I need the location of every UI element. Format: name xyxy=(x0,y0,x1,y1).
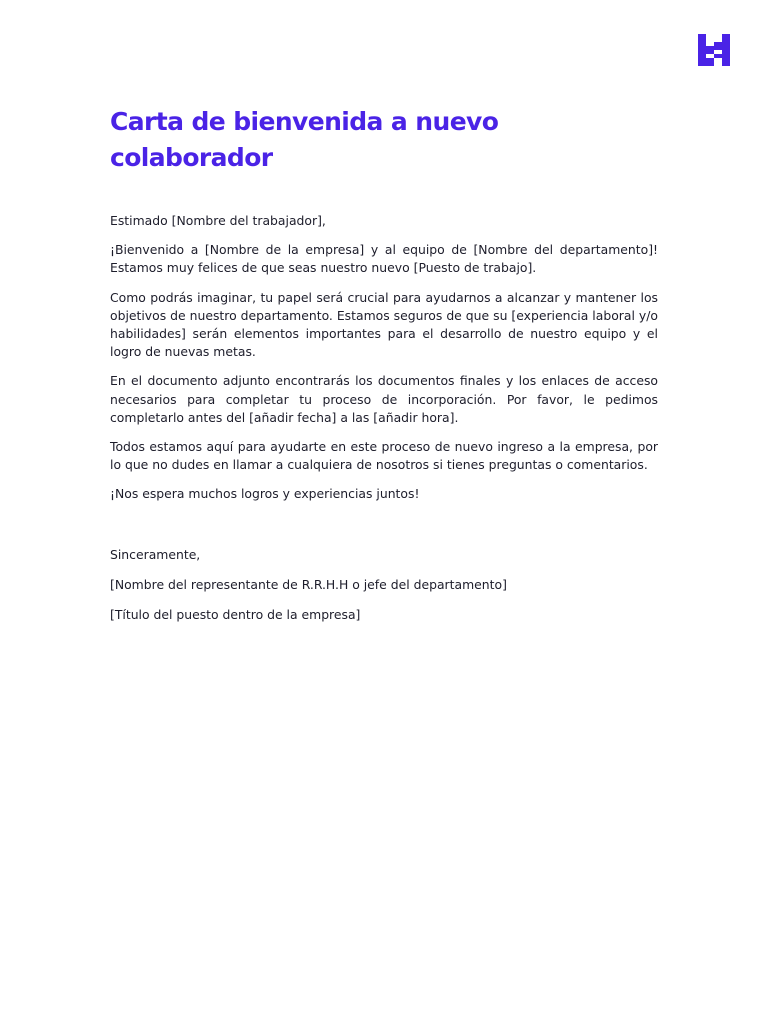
letter-paragraph-welcome: ¡Bienvenido a [Nombre de la empresa] y al equipo de [Nombre del departamento]! Estamos muy felices de que seas nuestro nuevo [Puesto de trabajo]. xyxy=(110,242,658,276)
letter-signature-block xyxy=(110,546,658,625)
letter-closing: Sinceramente, xyxy=(110,546,201,562)
letter-title: Carta de bienvenida a nuevo colaborador xyxy=(110,107,499,172)
letter-paragraph-documents: En el documento adjunto encontrarás los documentos finales y los enlaces de acceso necesarios para completar tu proceso de incorporación. Por favor, le pedimos completarlo antes del [añadir fecha] a las [añadir hora]. xyxy=(110,373,658,425)
letter-greeting: Estimado [Nombre del trabajador], xyxy=(110,213,326,228)
signature-title: [Título del puesto dentro de la empresa] xyxy=(110,607,361,623)
letter-paragraph-role: Como podrás imaginar, tu papel será crucial para ayudarnos a alcanzar y mantener los objetivos de nuestro departamento. Estamos seguros de que su [experiencia laboral y/o habilidades] serán elementos importantes para el desarrollo de nuestro equipo y el logro de nuevas metas. xyxy=(110,289,658,360)
h-brand-logo-icon xyxy=(698,34,730,66)
letter-body xyxy=(110,104,658,636)
letter-paragraph-support: Todos estamos aquí para ayudarte en este proceso de nuevo ingreso a la empresa, por lo que no dudes en llamar a cualquiera de nosotros si tienes preguntas o comentarios. xyxy=(110,439,658,473)
signature-name: [Nombre del representante de R.R.H.H o jefe del departamento] xyxy=(110,576,507,592)
letter-paragraph-closing-wish: ¡Nos espera muchos logros y experiencias juntos! xyxy=(110,486,420,502)
